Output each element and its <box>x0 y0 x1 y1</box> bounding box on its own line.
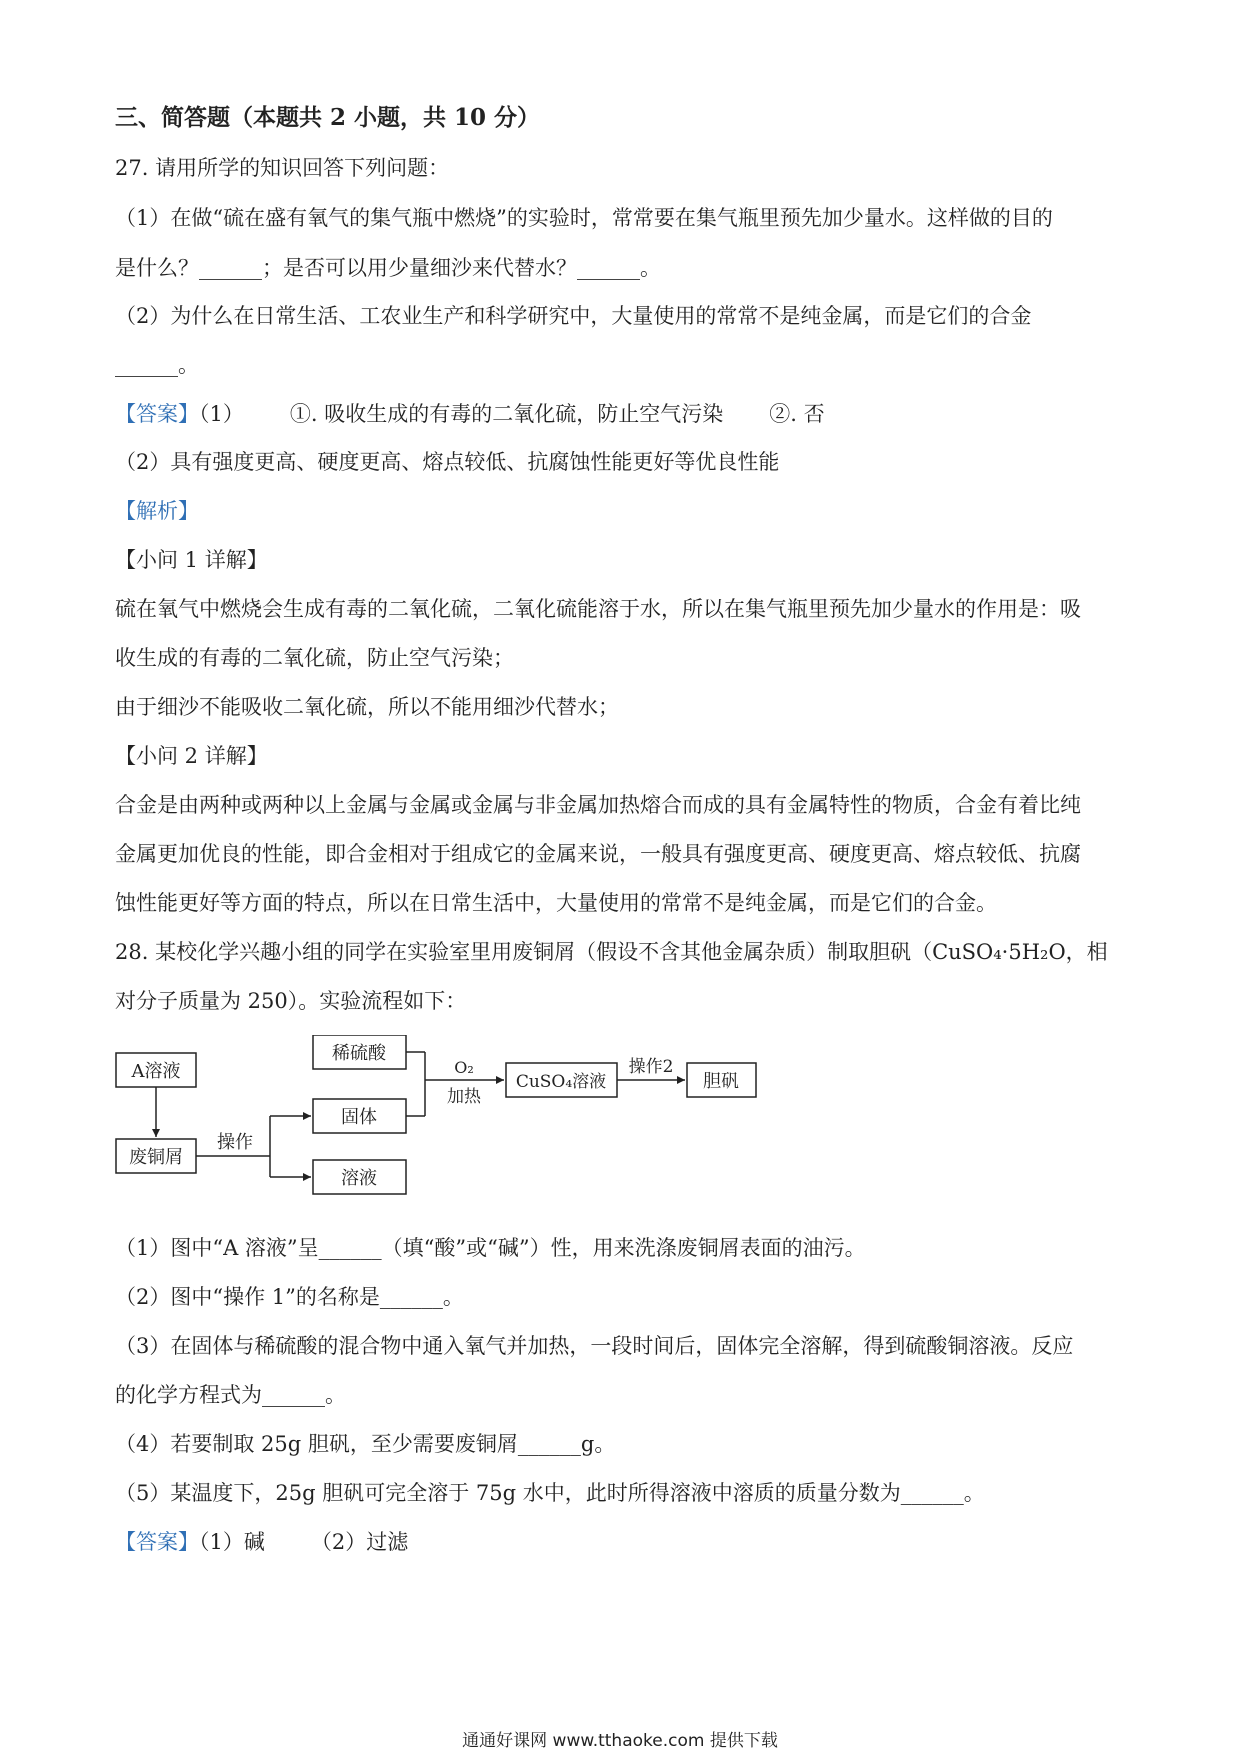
sub1-line1: 硫在氧气中燃烧会生成有毒的二氧化硫，二氧化硫能溶于水，所以在集气瓶里预先加少量水的作用是：吸 <box>115 597 1081 621</box>
q28-sub3-line1: （3）在固体与稀硫酸的混合物中通入氧气并加热，一段时间后，固体完全溶解，得到硫酸铜溶液。反应 <box>115 1334 1074 1358</box>
operation-label: 操作 <box>217 1132 253 1153</box>
q28-sub5: （5）某温度下，25g 胆矾可完全溶于 75g 水中，此时所得溶液中溶质的质量分数为______。 <box>115 1481 985 1505</box>
box-cuso4-solution-label: CuSO₄溶液 <box>515 1072 607 1092</box>
analysis-tag: 【解析】 <box>115 499 199 523</box>
box-dilute-acid-label: 稀硫酸 <box>332 1043 386 1064</box>
reagent-o2: O₂ <box>454 1058 474 1077</box>
flow-diagram <box>100 1035 780 1215</box>
q28-sub1: （1）图中“A 溶液”呈______（填“酸”或“碱”）性，用来洗涤废铜屑表面的油污。 <box>115 1236 866 1260</box>
q27-part2-line1: （2）为什么在日常生活、工农业生产和科学研究中，大量使用的常常不是纯金属，而是它们的合金 <box>115 304 1032 328</box>
q28-sub4: （4）若要制取 25g 胆矾，至少需要废铜屑______g。 <box>115 1432 616 1456</box>
heat-label: 加热 <box>447 1087 481 1107</box>
q27-stem: 27. 请用所学的知识回答下列问题： <box>115 156 450 180</box>
section-heading: 三、简答题（本题共 2 小题，共 10 分） <box>115 104 541 131</box>
box-product-label: 胆矾 <box>703 1071 739 1092</box>
q28-answer-tag: 【答案】 <box>115 1530 199 1554</box>
operation2-label: 操作2 <box>628 1057 674 1077</box>
sub1-line3: 由于细沙不能吸收二氧化硫，所以不能用细沙代替水； <box>115 695 619 719</box>
sub2-heading: 【小问 2 详解】 <box>115 744 268 768</box>
answer-1b: ②. 否 <box>769 402 825 426</box>
q27-part2-line2: ______。 <box>115 353 199 377</box>
q28-sub3-line2: 的化学方程式为______。 <box>115 1383 346 1407</box>
q28-sub2: （2）图中“操作 1”的名称是______。 <box>115 1285 464 1309</box>
box-copper-scrap-label: 废铜屑 <box>129 1147 183 1168</box>
q27-part1-line2: 是什么？______；是否可以用少量细沙来代替水？______。 <box>115 256 661 280</box>
sub1-line2: 收生成的有毒的二氧化硫，防止空气污染； <box>115 646 514 670</box>
box-solid-label: 固体 <box>341 1107 377 1128</box>
q28-answer-1: （1）碱 <box>199 1530 265 1554</box>
sub1-heading: 【小问 1 详解】 <box>115 548 268 572</box>
q27-part1-line1: （1）在做“硫在盛有氧气的集气瓶中燃烧”的实验时，常常要在集气瓶里预先加少量水。这样做的目的 <box>115 206 1053 230</box>
box-solution-label: 溶液 <box>341 1168 377 1189</box>
box-a-solution-label: A溶液 <box>131 1061 181 1082</box>
q28-answer-2: （2）过滤 <box>310 1530 409 1554</box>
answer-1a: ①. 吸收生成的有毒的二氧化硫，防止空气污染 <box>289 402 724 426</box>
answer-1-number: （1） <box>199 402 244 426</box>
sub2-line2: 金属更加优良的性能，即合金相对于组成它的金属来说，一般具有强度更高、硬度更高、熔点较低、抗腐 <box>115 842 1081 866</box>
q28-answer <box>115 1527 1135 1557</box>
answer-tag: 【答案】 <box>115 402 199 426</box>
page-footer: 通通好课网 www.tthaoke.com 提供下载 <box>462 1731 778 1751</box>
q27-answer-2: （2）具有强度更高、硬度更高、熔点较低、抗腐蚀性能更好等优良性能 <box>115 450 780 474</box>
sub2-line3: 蚀性能更好等方面的特点，所以在日常生活中，大量使用的常常不是纯金属，而是它们的合金。 <box>115 891 997 915</box>
sub2-line1: 合金是由两种或两种以上金属与金属或金属与非金属加热熔合而成的具有金属特性的物质，合金有着比纯 <box>115 793 1081 817</box>
q28-stem-line1: 28. 某校化学兴趣小组的同学在实验室里用废铜屑（假设不含其他金属杂质）制取胆矾（CuSO₄·5H₂O，相 <box>115 940 1108 964</box>
q27-answer <box>115 399 1135 429</box>
q28-stem-line2: 对分子质量为 250）。实验流程如下： <box>115 989 467 1013</box>
